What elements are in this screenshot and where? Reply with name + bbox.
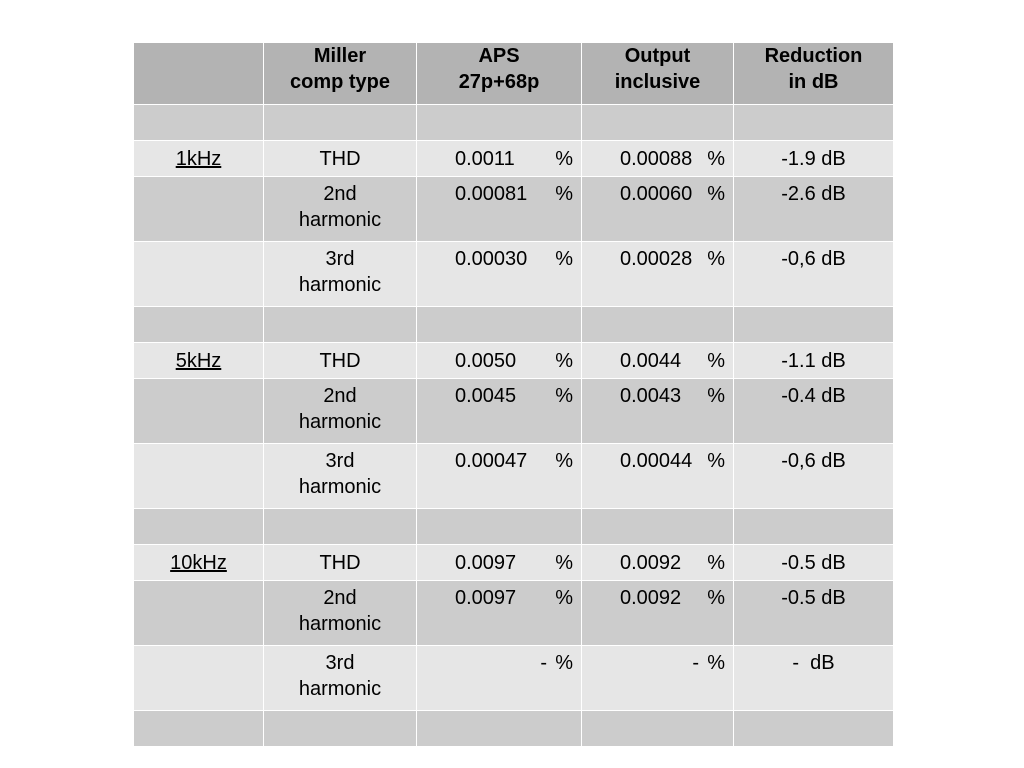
output-value: - xyxy=(692,652,699,674)
frequency-label: 1kHz xyxy=(175,147,222,170)
table-row xyxy=(134,343,894,379)
percent-unit: % xyxy=(555,587,573,609)
empty-cell xyxy=(734,509,894,545)
reduction-cell xyxy=(734,545,894,581)
percent-unit: % xyxy=(555,551,573,574)
reduction-cell xyxy=(734,581,894,646)
aps-value: 0.0050 xyxy=(455,349,517,372)
aps-value: 0.0097 xyxy=(455,551,517,574)
aps-value: 0.0011 xyxy=(455,147,515,170)
header-frequency xyxy=(134,43,264,105)
output-value: 0.0044 xyxy=(620,349,682,372)
table-row xyxy=(134,141,894,177)
reduction-value: -0.5 dB xyxy=(781,587,846,609)
reduction-value: -0,6 dB xyxy=(781,450,846,472)
output-value-cell xyxy=(582,379,734,444)
percent-unit: % xyxy=(707,349,725,372)
empty-cell xyxy=(417,105,582,141)
reduction-cell xyxy=(734,242,894,307)
comp-type-cell xyxy=(264,177,417,242)
comp-type-cell xyxy=(264,343,417,379)
comp-type-cell xyxy=(264,545,417,581)
frequency-cell xyxy=(134,177,264,242)
empty-cell xyxy=(582,105,734,141)
percent-unit: % xyxy=(707,385,725,407)
empty-cell xyxy=(264,711,417,747)
percent-unit: % xyxy=(707,147,725,170)
aps-value-cell xyxy=(417,343,582,379)
empty-cell xyxy=(734,105,894,141)
aps-value: 0.00030 xyxy=(455,248,528,270)
spacer-row xyxy=(134,105,894,141)
reduction-cell xyxy=(734,177,894,242)
empty-cell xyxy=(582,307,734,343)
empty-cell xyxy=(264,105,417,141)
reduction-value: -2.6 dB xyxy=(781,183,846,205)
frequency-cell xyxy=(134,646,264,711)
empty-cell xyxy=(134,509,264,545)
output-value-cell xyxy=(582,646,734,711)
output-value-cell xyxy=(582,343,734,379)
percent-unit: % xyxy=(707,652,725,674)
comp-type-cell xyxy=(264,141,417,177)
frequency-cell xyxy=(134,444,264,509)
table-row xyxy=(134,581,894,646)
frequency-label: 5kHz xyxy=(175,349,222,372)
percent-unit: % xyxy=(555,183,573,205)
table-row xyxy=(134,545,894,581)
comp-type-cell xyxy=(264,379,417,444)
header-output-inclusive: Output inclusive xyxy=(582,43,734,105)
frequency-label: 10kHz xyxy=(170,551,227,574)
reduction-value: -0,6 dB xyxy=(781,248,846,270)
empty-cell xyxy=(134,307,264,343)
table-row xyxy=(134,646,894,711)
header-row xyxy=(134,43,894,105)
frequency-cell xyxy=(134,379,264,444)
empty-cell xyxy=(582,711,734,747)
frequency-cell xyxy=(134,343,264,379)
aps-value-cell xyxy=(417,242,582,307)
percent-unit: % xyxy=(707,551,725,574)
spacer-row xyxy=(134,307,894,343)
percent-unit: % xyxy=(555,385,573,407)
reduction-value: -0.5 dB xyxy=(781,551,846,574)
output-value: 0.00060 xyxy=(620,183,693,205)
reduction-value: -0.4 dB xyxy=(781,385,846,407)
reduction-cell xyxy=(734,141,894,177)
comp-type-line1: 3rd xyxy=(325,248,355,270)
comp-type-cell xyxy=(264,242,417,307)
output-value-cell xyxy=(582,141,734,177)
aps-value: 0.0097 xyxy=(455,587,517,609)
empty-cell xyxy=(417,307,582,343)
aps-value-cell xyxy=(417,646,582,711)
reduction-cell xyxy=(734,444,894,509)
table-row xyxy=(134,444,894,509)
comp-type-line2: harmonic xyxy=(298,678,382,700)
comp-type-line1: 2nd xyxy=(323,587,357,609)
comp-type-line2: harmonic xyxy=(298,613,382,635)
comp-type-line1: 3rd xyxy=(325,652,355,674)
comp-type-cell xyxy=(264,581,417,646)
aps-value-cell xyxy=(417,141,582,177)
empty-cell xyxy=(417,711,582,747)
comp-type-cell xyxy=(264,646,417,711)
percent-unit: % xyxy=(707,450,725,472)
percent-unit: % xyxy=(555,652,573,674)
aps-value: 0.00047 xyxy=(455,450,528,472)
aps-value: - xyxy=(540,652,547,674)
empty-cell xyxy=(417,509,582,545)
empty-cell xyxy=(582,509,734,545)
comp-type-line1: 3rd xyxy=(325,450,355,472)
output-value-cell xyxy=(582,177,734,242)
table-row xyxy=(134,177,894,242)
aps-value-cell xyxy=(417,581,582,646)
percent-unit: % xyxy=(555,147,573,170)
frequency-cell xyxy=(134,581,264,646)
percent-unit: % xyxy=(707,183,725,205)
output-value: 0.00028 xyxy=(620,248,693,270)
output-value-cell xyxy=(582,242,734,307)
comp-type-line1: 2nd xyxy=(323,385,357,407)
percent-unit: % xyxy=(707,248,725,270)
reduction-cell xyxy=(734,343,894,379)
reduction-value: -1.9 dB xyxy=(781,147,846,170)
empty-cell xyxy=(264,307,417,343)
output-value: 0.00088 xyxy=(620,147,693,170)
reduction-cell xyxy=(734,646,894,711)
aps-value-cell xyxy=(417,545,582,581)
percent-unit: % xyxy=(555,450,573,472)
spacer-row xyxy=(134,509,894,545)
frequency-cell xyxy=(134,141,264,177)
aps-value-cell xyxy=(417,379,582,444)
empty-cell xyxy=(264,509,417,545)
comp-type-line2: harmonic xyxy=(298,476,382,498)
table-row xyxy=(134,379,894,444)
spacer-row xyxy=(134,711,894,747)
output-value-cell xyxy=(582,581,734,646)
output-value-cell xyxy=(582,444,734,509)
output-value: 0.00044 xyxy=(620,450,693,472)
empty-cell xyxy=(134,105,264,141)
comp-type-line1: THD xyxy=(319,551,361,574)
percent-unit: % xyxy=(555,248,573,270)
output-value: 0.0043 xyxy=(620,385,682,407)
percent-unit: % xyxy=(707,587,725,609)
frequency-cell xyxy=(134,545,264,581)
frequency-cell xyxy=(134,242,264,307)
distortion-table xyxy=(133,42,894,747)
aps-value-cell xyxy=(417,444,582,509)
comp-type-line1: 2nd xyxy=(323,183,357,205)
empty-cell xyxy=(134,711,264,747)
empty-cell xyxy=(734,711,894,747)
output-value-cell xyxy=(582,545,734,581)
header-aps: APS 27p+68p xyxy=(417,43,582,105)
output-value: 0.0092 xyxy=(620,551,682,574)
comp-type-line2: harmonic xyxy=(298,209,382,231)
empty-cell xyxy=(734,307,894,343)
comp-type-line1: THD xyxy=(319,147,361,170)
reduction-value: - dB xyxy=(792,652,835,674)
header-miller-comp-type: Miller comp type xyxy=(264,43,417,105)
comp-type-line1: THD xyxy=(319,349,361,372)
aps-value: 0.00081 xyxy=(455,183,528,205)
comp-type-line2: harmonic xyxy=(298,411,382,433)
output-value: 0.0092 xyxy=(620,587,682,609)
header-reduction: Reduction in dB xyxy=(734,43,894,105)
table-row xyxy=(134,242,894,307)
comp-type-cell xyxy=(264,444,417,509)
aps-value: 0.0045 xyxy=(455,385,517,407)
reduction-value: -1.1 dB xyxy=(781,349,846,372)
percent-unit: % xyxy=(555,349,573,372)
reduction-cell xyxy=(734,379,894,444)
comp-type-line2: harmonic xyxy=(298,274,382,296)
aps-value-cell xyxy=(417,177,582,242)
